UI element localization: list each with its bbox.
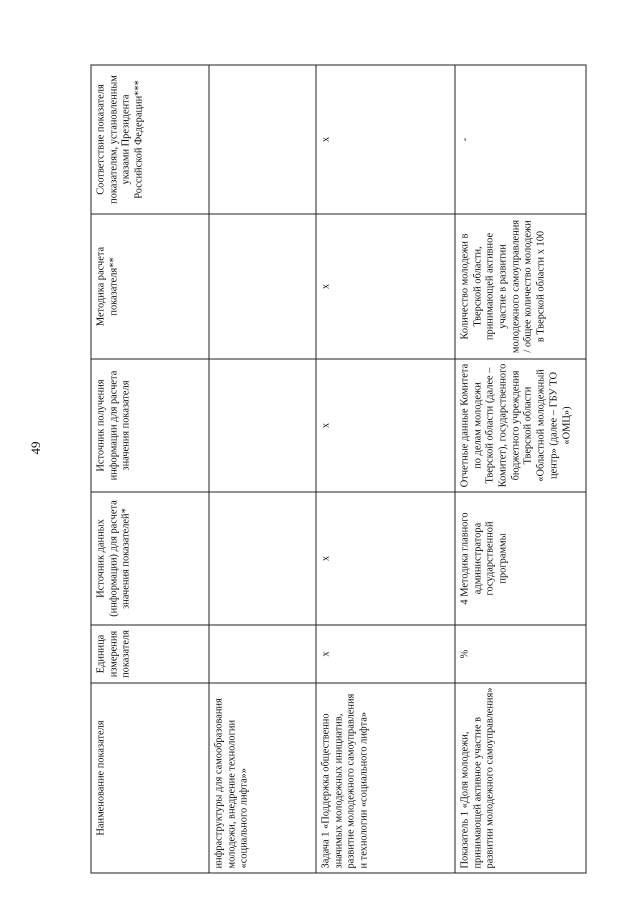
cell-decree-match xyxy=(209,65,316,214)
cell-decree-match: x xyxy=(316,65,455,214)
cell-indicator-name: Задача 1 «Поддержка общественно значимых молодежных инициатив, развитие молодежного самоуправления и технологии «социального лифта» xyxy=(316,683,455,873)
header-unit: Единица измерения показателя xyxy=(91,625,209,683)
cell-data-source xyxy=(209,492,316,625)
cell-data-source: 4 Методика главного администратора государственной программы xyxy=(455,492,586,625)
cell-calc-method: Количество молодежи в Тверской области, принимающей активное участие в развитии молодежного самоуправления / общее количество молодежи в Тверской области x 100 xyxy=(455,214,586,359)
cell-decree-match: - xyxy=(455,65,586,214)
document-sheet xyxy=(90,65,585,873)
indicators-table xyxy=(90,64,586,873)
cell-calc-method xyxy=(209,214,316,359)
cell-unit: x xyxy=(316,625,455,683)
header-calc-method: Методика расчета показателя** xyxy=(91,214,209,359)
table-row xyxy=(455,65,586,873)
header-data-source: Источник данных (информации) для расчета значения показателей* xyxy=(91,492,209,625)
cell-unit xyxy=(209,625,316,683)
table-row xyxy=(209,65,316,873)
table-header-row xyxy=(91,65,209,873)
header-info-source: Источник получения информации для расчета значения показателя xyxy=(91,359,209,492)
rotated-table-frame xyxy=(90,65,585,873)
cell-indicator-name: Показатель 1 «Доля молодежи, принимающей активное участие в развитии молодежного самоуправления» xyxy=(455,683,586,873)
cell-data-source: x xyxy=(316,492,455,625)
table-row xyxy=(316,65,455,873)
page-number: 49 xyxy=(28,441,43,455)
header-indicator-name: Наименование показателя xyxy=(91,683,209,873)
header-decree-match: Соответствие показателя показателям, установленным указами Президента Российской Федерации*** xyxy=(91,65,209,214)
cell-info-source xyxy=(209,359,316,492)
cell-info-source: Отчетные данные Комитета по делам молодежи Тверской области (далее – Комитет), государственного бюджетного учреждения Тверской области «Областной молодежный центр» (далее – ГБУ ТО «ОМЦ») xyxy=(455,359,586,492)
cell-indicator-name: инфраструктуры для самообразования молодежи, внедрение технологии «социального лифта»» xyxy=(209,683,316,873)
cell-calc-method: x xyxy=(316,214,455,359)
cell-unit: % xyxy=(455,625,586,683)
cell-info-source: x xyxy=(316,359,455,492)
